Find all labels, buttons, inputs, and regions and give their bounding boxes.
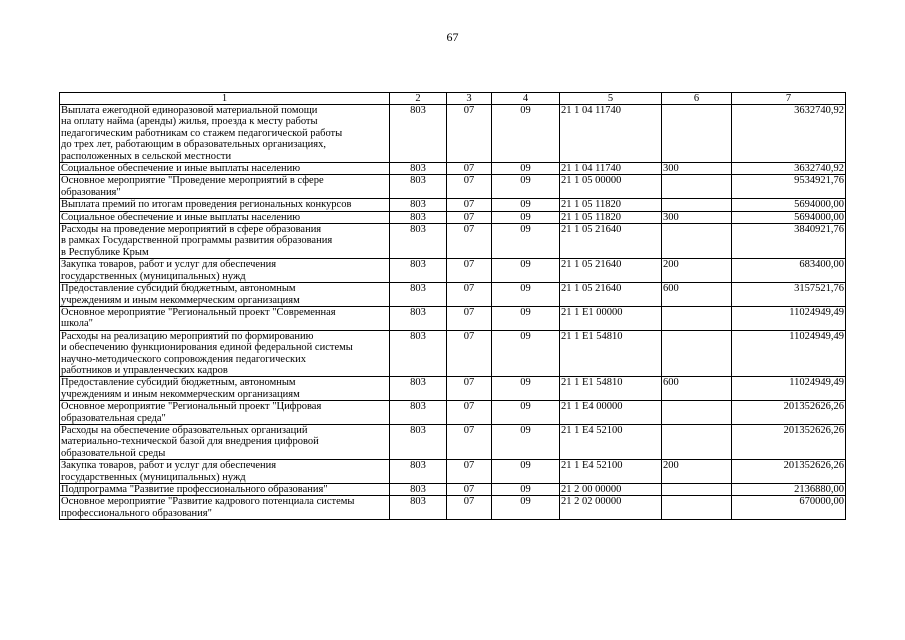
ministry-code-cell: 803 [390,105,447,163]
expense-type-cell [662,199,732,211]
amount-cell: 201352626,26 [732,424,846,459]
expense-type-cell [662,175,732,199]
header-cell: 4 [492,93,560,105]
section-cell: 07 [447,283,492,307]
expense-type-cell: 600 [662,283,732,307]
ministry-code-cell: 803 [390,224,447,259]
expense-name-cell: Социальное обеспечение и иные выплаты населению [60,163,390,175]
target-article-cell: 21 1 04 11740 [560,105,662,163]
table-row [60,199,846,211]
table-row [60,424,846,459]
subsection-cell: 09 [492,401,560,425]
expense-type-cell: 200 [662,259,732,283]
table-row [60,484,846,496]
expense-type-cell [662,496,732,520]
table-row [60,259,846,283]
subsection-cell: 09 [492,224,560,259]
table-row [60,105,846,163]
target-article-cell: 21 1 05 21640 [560,224,662,259]
expense-name-cell: Предоставление субсидий бюджетным, автономным учреждениям и иным некоммерческим организациям [60,283,390,307]
ministry-code-cell: 803 [390,259,447,283]
table-row [60,163,846,175]
expense-name-cell: Подпрограмма "Развитие профессионального образования" [60,484,390,496]
amount-cell: 683400,00 [732,259,846,283]
table-row [60,460,846,484]
section-cell: 07 [447,401,492,425]
target-article-cell: 21 1 Е4 52100 [560,460,662,484]
expense-type-cell [662,484,732,496]
table-row [60,496,846,520]
header-cell: 2 [390,93,447,105]
amount-cell: 3840921,76 [732,224,846,259]
target-article-cell: 21 2 02 00000 [560,496,662,520]
section-cell: 07 [447,306,492,330]
expense-type-cell [662,330,732,377]
table-row [60,306,846,330]
ministry-code-cell: 803 [390,283,447,307]
amount-cell: 3632740,92 [732,105,846,163]
expense-name-cell: Расходы на реализацию мероприятий по формированию и обеспечению функционирования единой федеральной системы научно-методического сопровождения педагогических работников и управленческих кадров [60,330,390,377]
expense-name-cell: Закупка товаров, работ и услуг для обеспечения государственных (муниципальных) нужд [60,460,390,484]
amount-cell: 201352626,26 [732,460,846,484]
target-article-cell: 21 1 Е1 00000 [560,306,662,330]
header-cell: 6 [662,93,732,105]
ministry-code-cell: 803 [390,199,447,211]
table-row [60,330,846,377]
amount-cell: 201352626,26 [732,401,846,425]
ministry-code-cell: 803 [390,306,447,330]
ministry-code-cell: 803 [390,460,447,484]
subsection-cell: 09 [492,163,560,175]
ministry-code-cell: 803 [390,496,447,520]
amount-cell: 5694000,00 [732,211,846,223]
target-article-cell: 21 1 Е4 00000 [560,401,662,425]
target-article-cell: 21 1 05 11820 [560,199,662,211]
subsection-cell: 09 [492,175,560,199]
amount-cell: 11024949,49 [732,377,846,401]
expense-type-cell: 600 [662,377,732,401]
section-cell: 07 [447,496,492,520]
expense-type-cell [662,424,732,459]
expense-type-cell: 300 [662,163,732,175]
table-row [60,211,846,223]
section-cell: 07 [447,105,492,163]
subsection-cell: 09 [492,460,560,484]
section-cell: 07 [447,377,492,401]
target-article-cell: 21 1 04 11740 [560,163,662,175]
subsection-cell: 09 [492,377,560,401]
expense-name-cell: Выплата премий по итогам проведения региональных конкурсов [60,199,390,211]
table-header-row [60,93,846,105]
expense-type-cell [662,306,732,330]
target-article-cell: 21 2 00 00000 [560,484,662,496]
expense-type-cell: 200 [662,460,732,484]
section-cell: 07 [447,224,492,259]
table-row [60,224,846,259]
amount-cell: 3632740,92 [732,163,846,175]
table-row [60,401,846,425]
header-cell: 1 [60,93,390,105]
target-article-cell: 21 1 Е4 52100 [560,424,662,459]
expense-name-cell: Выплата ежегодной единоразовой материальной помощи на оплату найма (аренды) жилья, проезда к месту работы педагогическим работникам со стажем педагогической работы до трех лет, работающим в образовательных организациях, расположенных в сельской местности [60,105,390,163]
subsection-cell: 09 [492,496,560,520]
expense-name-cell: Закупка товаров, работ и услуг для обеспечения государственных (муниципальных) нужд [60,259,390,283]
target-article-cell: 21 1 05 21640 [560,283,662,307]
amount-cell: 5694000,00 [732,199,846,211]
target-article-cell: 21 1 Е1 54810 [560,330,662,377]
subsection-cell: 09 [492,306,560,330]
expense-name-cell: Основное мероприятие "Региональный проект "Цифровая образовательная среда" [60,401,390,425]
expense-name-cell: Расходы на проведение мероприятий в сфере образования в рамках Государственной программы развития образования в Республике Крым [60,224,390,259]
subsection-cell: 09 [492,283,560,307]
amount-cell: 11024949,49 [732,306,846,330]
amount-cell: 2136880,00 [732,484,846,496]
ministry-code-cell: 803 [390,424,447,459]
expense-name-cell: Предоставление субсидий бюджетным, автономным учреждениям и иным некоммерческим организациям [60,377,390,401]
expense-name-cell: Основное мероприятие "Региональный проект "Современная школа" [60,306,390,330]
subsection-cell: 09 [492,211,560,223]
header-cell: 7 [732,93,846,105]
subsection-cell: 09 [492,199,560,211]
section-cell: 07 [447,199,492,211]
ministry-code-cell: 803 [390,175,447,199]
expense-name-cell: Основное мероприятие "Проведение мероприятий в сфере образования" [60,175,390,199]
target-article-cell: 21 1 Е1 54810 [560,377,662,401]
subsection-cell: 09 [492,105,560,163]
expense-name-cell: Расходы на обеспечение образовательных организаций материально-технической базой для внедрения цифровой образовательной среды [60,424,390,459]
budget-table [59,92,846,520]
ministry-code-cell: 803 [390,211,447,223]
target-article-cell: 21 1 05 21640 [560,259,662,283]
expense-name-cell: Социальное обеспечение и иные выплаты населению [60,211,390,223]
section-cell: 07 [447,424,492,459]
expense-name-cell: Основное мероприятие "Развитие кадрового потенциала системы профессионального образования" [60,496,390,520]
page-number: 67 [446,30,459,44]
section-cell: 07 [447,259,492,283]
expense-type-cell [662,105,732,163]
ministry-code-cell: 803 [390,377,447,401]
header-cell: 5 [560,93,662,105]
amount-cell: 670000,00 [732,496,846,520]
subsection-cell: 09 [492,424,560,459]
subsection-cell: 09 [492,330,560,377]
ministry-code-cell: 803 [390,330,447,377]
section-cell: 07 [447,484,492,496]
target-article-cell: 21 1 05 11820 [560,211,662,223]
ministry-code-cell: 803 [390,484,447,496]
expense-type-cell [662,224,732,259]
target-article-cell: 21 1 05 00000 [560,175,662,199]
table-row [60,175,846,199]
section-cell: 07 [447,330,492,377]
table-row [60,283,846,307]
table-row [60,377,846,401]
section-cell: 07 [447,211,492,223]
expense-type-cell: 300 [662,211,732,223]
section-cell: 07 [447,175,492,199]
amount-cell: 11024949,49 [732,330,846,377]
amount-cell: 3157521,76 [732,283,846,307]
amount-cell: 9534921,76 [732,175,846,199]
ministry-code-cell: 803 [390,401,447,425]
subsection-cell: 09 [492,484,560,496]
ministry-code-cell: 803 [390,163,447,175]
subsection-cell: 09 [492,259,560,283]
section-cell: 07 [447,460,492,484]
section-cell: 07 [447,163,492,175]
expense-type-cell [662,401,732,425]
header-cell: 3 [447,93,492,105]
